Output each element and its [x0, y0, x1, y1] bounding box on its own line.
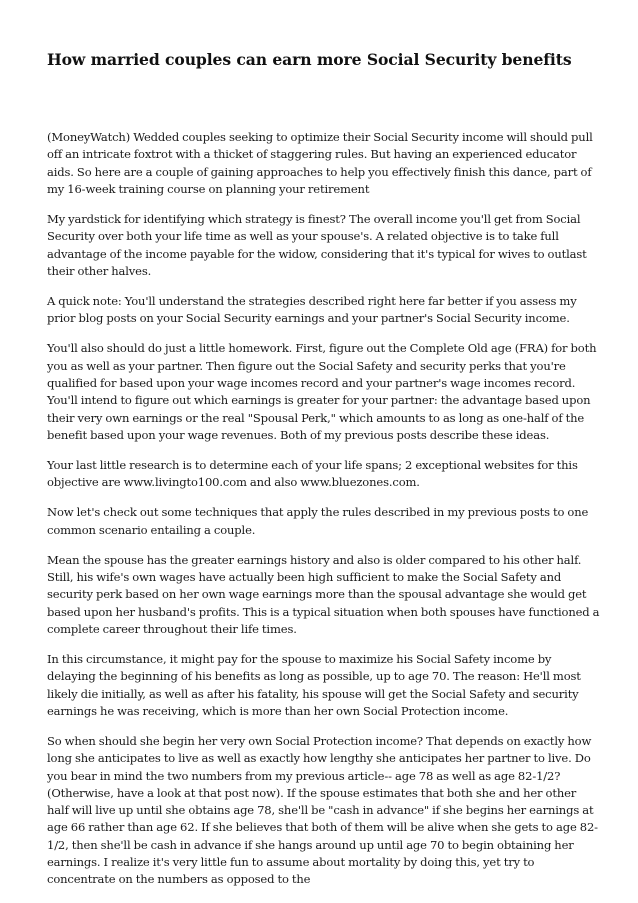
- paragraph-when-to-begin: So when should she begin her very own Social Protection income? That depends on exactly how long she anticipates to live as well as exactly how lengthy she anticipates her partner to live. Do you bear in mind the two numbers from my previous article-- age 78 as well as age 82-1/2? (Otherwise, have a look at that post now). If the spouse estimates that both she and her other half will live up until she obtains age 78, she'll be "cash in advance" if she begins her earnings at age 66 rather than age 62. If she believes that both of them will be alive when she gets to age 82-1/2, then she'll be cash in advance if she hangs around up until age 70 to begin obtaining her earnings. I realize it's very little fun to assume about mortality by doing this, yet try to concentrate on the numbers as opposed to the: [47, 733, 598, 887]
- paragraph-life-span-research: Your last little research is to determine each of your life spans; 2 exceptional websites for this objective are www.livingto100.com and also www.bluezones.com.: [47, 457, 578, 490]
- paragraph-quick-note: A quick note: You'll understand the strategies described right here far better if you assess my prior blog posts on your Social Security earnings and your partner's Social Security income.: [47, 293, 577, 326]
- paragraph-techniques: Now let's check out some techniques that apply the rules described in my previous posts to one common scenario entailing a couple.: [47, 505, 589, 537]
- paragraph-circumstance: In this circumstance, it might pay for the spouse to maximize his Social Safety income by delaying the beginning of his benefits as long as possible, up to age 70. The reason: He'll most likely die initially, as well as after his fatality, his spouse will get the Social Safety and security earnings he was receiving, which is more than her own Social Protection income.: [47, 652, 581, 718]
- paragraph-yardstick: My yardstick for identifying which strategy is finest? The overall income you'll get from Social Security over both your life time as well as your spouse's. A related objective is to take full advantage of the income payable for the widow, considering that it's typical for wives to outlast their other halves.: [47, 211, 587, 278]
- paragraph-homework: You'll also should do just a little homework. First, figure out the Complete Old age (FRA) for both you as well as your partner. Then figure out the Social Safety and security perks that you're qualified for based upon your wage incomes record and your partner's wage incomes record. You'll intend to figure out which earnings is greater for your partner: the advantage based upon their very own earnings or the real "Spousal Perk," which amounts to as long as one-half of the benefit based upon your wage revenues. Both of my previous posts describe these ideas.: [47, 341, 597, 442]
- paragraph-scenario: Mean the spouse has the greater earnings history and also is older compared to his other half. Still, his wife's own wages have actually been high sufficient to make the Social Safety and security perk based on her own wage earnings more than the spousal advantage she would get based upon her husband's profits. This is a typical situation when both spouses have functioned a complete career throughout their life times.: [47, 552, 600, 636]
- document-body: [47, 129, 600, 901]
- document-title: How married couples can earn more Social Security benefits: [47, 50, 572, 69]
- paragraph-intro: (MoneyWatch) Wedded couples seeking to optimize their Social Security income will should pull off an intricate foxtrot with a thicket of staggering rules. But having an experienced educator aids. So here are a couple of gaining approaches to help you effectively finish this dance, part of my 16-week training course on planning your retirement: [47, 130, 593, 196]
